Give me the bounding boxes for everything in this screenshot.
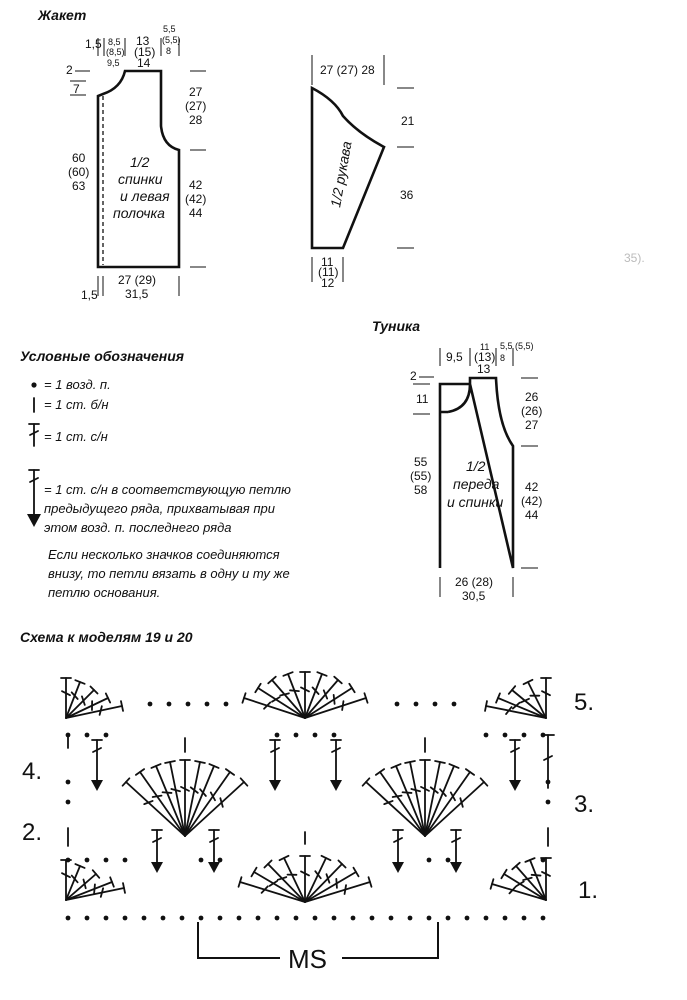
tunic-right-27: 27 [525,418,539,432]
legend-item3: = 1 ст. с/н [44,429,108,444]
hdc-slash [342,701,343,710]
half-double-crochet-symbol-icon [29,424,39,446]
hdc-slash [163,792,172,793]
chain-dot [522,733,527,738]
chain-dot [85,733,90,738]
hdc-slash [280,693,289,695]
sleeve-bottom-11: 11 [321,255,334,269]
jacket-top-14: 14 [137,56,151,70]
legend-title: Условные обозначения [20,348,185,364]
jacket-right-42: 42 [189,178,203,192]
tunic-bottom-2: 30,5 [462,589,486,603]
tunic-inner-3: и спинки [447,494,504,510]
row-label-2: 2. [22,819,43,846]
jacket-left-2: 2 [66,63,73,77]
sleeve-inner: 1/2 рукава [327,139,355,209]
hdc-stitch [486,706,546,718]
jacket-right-42b: (42) [185,192,207,206]
chain-dot [142,916,147,921]
chain-dot [66,800,71,805]
hdc-stitch [305,688,352,718]
jacket-left-60b: (60) [68,165,90,179]
chain-dot [503,733,508,738]
repeat-label: MS [288,944,327,974]
stray-mark: 35). [624,251,645,265]
tunic-top-13b: (13) [474,350,496,364]
hdc-top-bar [136,769,144,775]
chain-dot [275,916,280,921]
chain-dot [199,858,204,863]
arrow-head [450,862,462,873]
tunic-top-11: 11 [480,342,490,352]
jacket-right-44: 44 [189,206,203,220]
jacket-top-5-5a: 5,5 [163,24,176,34]
tunic-left-55: 55 [414,455,428,469]
hdc-slash [220,798,222,807]
hdc-top-bar [376,769,384,775]
jacket-right-27b: (27) [185,99,207,113]
chain-dot [503,916,508,921]
hdc-slash [200,789,206,796]
chain-dot [294,916,299,921]
hdc-slash [100,706,102,715]
arrow-head [392,862,404,873]
tunic-right-42: 42 [525,480,539,494]
arrow-head [151,862,163,873]
jacket-inner-1: 1/2 [130,154,150,170]
chain-dot [389,916,394,921]
chain-dot [186,702,191,707]
sleeve-bottom-11b: (11) [318,265,339,279]
hdc-slash [324,690,327,698]
chain-dot [237,916,242,921]
legend-note-line1: Если несколько значков соединяются [48,547,280,562]
tunic-inner-1: 1/2 [466,458,486,474]
tunic-right-26: 26 [525,390,539,404]
chain-dot [408,916,413,921]
chain-dot [275,733,280,738]
jacket-right-28: 28 [189,113,203,127]
chain-dot [465,916,470,921]
hdc-top-bar [165,761,175,763]
jacket-left-60: 60 [72,151,86,165]
hdc-slash [440,789,446,796]
hdc-top-bar [349,684,354,692]
sleeve-top: 27 (27) 28 [320,63,375,77]
chain-dot [218,916,223,921]
jacket-inner-2: спинки [118,171,163,187]
hdc-top-bar [123,883,125,893]
chain-symbol-icon [31,382,36,387]
hdc-top-bar [121,701,123,711]
hdc-slash [513,703,520,709]
hdc-slash [290,690,299,691]
hdc-top-bar [466,769,474,775]
hdc-slash [523,878,532,880]
jacket-top-8-5b: (8,5) [106,47,125,57]
hdc-slash [94,884,95,893]
chain-dot [452,702,457,707]
chain-dot [205,702,210,707]
chain-dot [332,733,337,738]
tunic-top-9-5: 9,5 [446,350,463,364]
chain-dot [351,916,356,921]
chain-dot [85,916,90,921]
arrow-head [509,780,521,791]
row-label-3: 3. [574,791,595,818]
hdc-slash [336,879,337,888]
row-label-1: 1. [578,877,599,904]
hdc-stitch [258,688,305,718]
hdc-slash [460,798,462,807]
legend-item1: = 1 возд. п. [44,377,111,392]
chain-dot [256,916,261,921]
chain-dot [161,916,166,921]
hdc-top-bar [226,769,234,775]
hdc-stitch [504,874,546,900]
sleeve-bottom-12: 12 [321,276,335,290]
chain-dot [313,733,318,738]
hdc-slash [171,789,180,791]
hdc-slash [393,796,402,797]
hdc-top-bar [255,684,260,692]
jacket-left-63: 63 [72,179,86,193]
jacket-left-7: 7 [73,82,80,96]
tunic-right-44: 44 [525,508,539,522]
chain-dot [433,702,438,707]
chain-dot [104,916,109,921]
chain-dot [123,916,128,921]
chain-dot [446,916,451,921]
jacket-bottom-2: 31,5 [125,287,149,301]
row-label-4: 4. [22,758,43,785]
jacket-top-8-5a: 8,5 [108,37,121,47]
arrow-head [91,780,103,791]
jacket-top-13: 13 [136,34,150,48]
chain-dot [541,916,546,921]
jacket-schematic [37,7,206,302]
legend-item4-line1: = 1 ст. с/н в соответствующую петлю [44,482,291,497]
arrow-head [269,780,281,791]
tunic-inner-2: переда [453,476,500,492]
jacket-top-15: (15) [134,45,156,59]
chain-dot [218,858,223,863]
chain-dot [546,800,551,805]
chain-dot [104,733,109,738]
tunic-left-11: 11 [416,392,429,406]
jacket-inner-4: полочка [113,205,165,221]
chain-dot [199,916,204,921]
hdc-slash [532,875,541,876]
jacket-top-9-5: 9,5 [107,58,120,68]
sleeve-schematic [312,55,645,290]
jacket-right-27: 27 [189,85,203,99]
tunic-right-26b: (26) [521,404,543,418]
chain-dot [332,916,337,921]
tunic-left-2: 2 [410,369,417,383]
hdc-slash [83,880,85,889]
hdc-stitch [66,706,122,718]
jacket-top-1-5: 1,5 [85,37,102,51]
hdc-slash [153,796,162,797]
chain-dot [85,858,90,863]
chain-dot [66,916,71,921]
jacket-title: Жакет [38,7,87,23]
hdc-slash [403,792,412,793]
chain-dot [427,858,432,863]
chain-dot [104,858,109,863]
tunic-right-42b: (42) [521,494,543,508]
hdc-top-bar [501,870,506,879]
tunic-top-13: 13 [477,362,491,376]
chain-dot [224,702,229,707]
hdc-top-bar [435,761,445,763]
hdc-stitch [288,674,305,718]
chain-dot [484,916,489,921]
arrow-head [330,780,342,791]
chain-dot [180,916,185,921]
jacket-inner-3: и левая [120,188,170,204]
chain-dot [414,702,419,707]
tunic-top-5-5: 5,5 (5,5) [500,341,534,351]
row-label-5: 5. [574,689,595,716]
chain-dot [294,733,299,738]
hdc-into-loop-symbol-icon [27,470,41,527]
legend [20,348,291,600]
hdc-stitch [305,674,322,718]
tunic-title: Туника [372,318,421,334]
chain-dot [446,858,451,863]
legend-note-line3: петлю основания. [48,585,161,600]
tunic-left-55b: (55) [410,469,432,483]
chain-dot [148,702,153,707]
jacket-top-5-5b: (5,5) [162,35,181,45]
hdc-slash [101,888,103,897]
hdc-slash [345,885,346,894]
hdc-slash [411,789,420,791]
tunic-schematic [372,318,542,603]
arrow-head [208,862,220,873]
jacket-top-8: 8 [166,46,172,56]
hdc-top-bar [485,701,487,711]
hdc-slash [334,695,335,704]
tunic-left-58: 58 [414,483,428,497]
chart-symbols [61,672,554,920]
chain-dot [427,916,432,921]
legend-item4-line3: этом возд. п. последнего ряда [44,520,232,535]
hdc-top-bar [195,761,205,763]
chain-dot [370,916,375,921]
legend-note-line2: внизу, то петли вязать в одну и ту же [48,566,290,581]
crochet-chart [20,629,598,974]
sleeve-right-36: 36 [400,188,414,202]
chain-dot [123,858,128,863]
chain-dot [484,733,489,738]
chart-title: Схема к моделям 19 и 20 [20,629,193,645]
chain-dot [66,780,71,785]
chain-dot [313,916,318,921]
legend-item4-line2: предыдущего ряда, прихватывая при [44,501,275,516]
jacket-bottom-1: 27 (29) [118,273,157,287]
jacket-bottom-left: 1,5 [81,288,98,302]
chain-dot [522,916,527,921]
chain-dot [395,702,400,707]
chain-dot [167,702,172,707]
sleeve-right-21: 21 [401,114,415,128]
tunic-top-8: 8 [500,353,506,363]
hdc-top-bar [405,761,415,763]
legend-item2: = 1 ст. б/н [44,397,109,412]
tunic-bottom-1: 26 (28) [455,575,494,589]
